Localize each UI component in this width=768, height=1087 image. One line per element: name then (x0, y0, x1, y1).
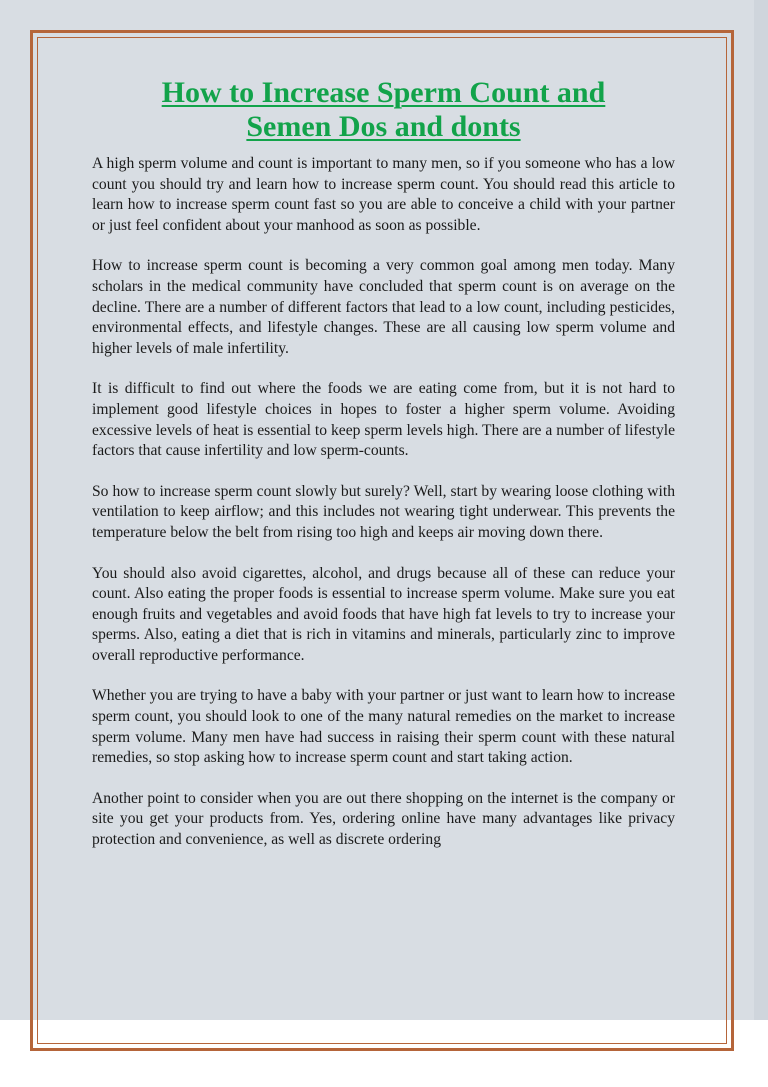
paragraph-5: You should also avoid cigarettes, alcohol, and drugs because all of these can reduce your count. Also eating the proper foods is essential to increase sperm volume. Make sure you eat enough fruits and vegetables and avoid foods that have high fat levels to try to increase your sperms. Also, eating a diet that is rich in vitamins and minerals, particularly zinc to improve overall reproductive performance. (92, 564, 675, 664)
paragraph-7: Another point to consider when you are out there shopping on the internet is the company or site you get your products from. Yes, ordering online have many advantages like privacy protection and convenience, as well as discrete ordering (92, 789, 675, 849)
document-title (92, 76, 675, 144)
scrollbar-track[interactable] (754, 0, 768, 1020)
paragraph-1: A high sperm volume and count is important to many men, so if you someone who has a low count you should try and learn how to increase sperm count. You should read this article to learn how to increase sperm count fast so you are able to conceive a child with your partner or just feel confident about your manhood as soon as possible. (92, 155, 675, 234)
paragraph-3: It is difficult to find out where the foods we are eating come from, but it is not hard to implement good lifestyle choices in hopes to foster a higher sperm volume. Avoiding excessive levels of heat is essential to keep sperm levels high. There are a number of lifestyle factors that cause infertility and low sperm-counts. (92, 380, 675, 460)
title-line-1: How to Increase Sperm Count and (161, 76, 606, 109)
paragraph-2: How to increase sperm count is becoming a very common goal among men today. Many scholars in the medical community have concluded that sperm count is on average on the decline. There are a number of different factors that lead to a low count, including pesticides, environmental effects, and lifestyle changes. These are all causing low sperm volume and higher levels of male infertility. (92, 257, 675, 357)
paragraph-6: Whether you are trying to have a baby with your partner or just want to learn how to increase sperm count, you should look to one of the many natural remedies on the market to increase sperm volume. Many men have had success in raising their sperm count with these natural remedies, so stop asking how to increase sperm count and start taking action. (92, 687, 675, 767)
paragraph-4: So how to increase sperm count slowly but surely? Well, start by wearing loose clothing with ventilation to keep airflow; and this includes not wearing tight underwear. This prevents the temperature below the belt from rising too high and keeps air moving down there. (92, 482, 675, 541)
document-body (92, 76, 675, 871)
title-line-2: Semen Dos and donts (246, 110, 521, 143)
